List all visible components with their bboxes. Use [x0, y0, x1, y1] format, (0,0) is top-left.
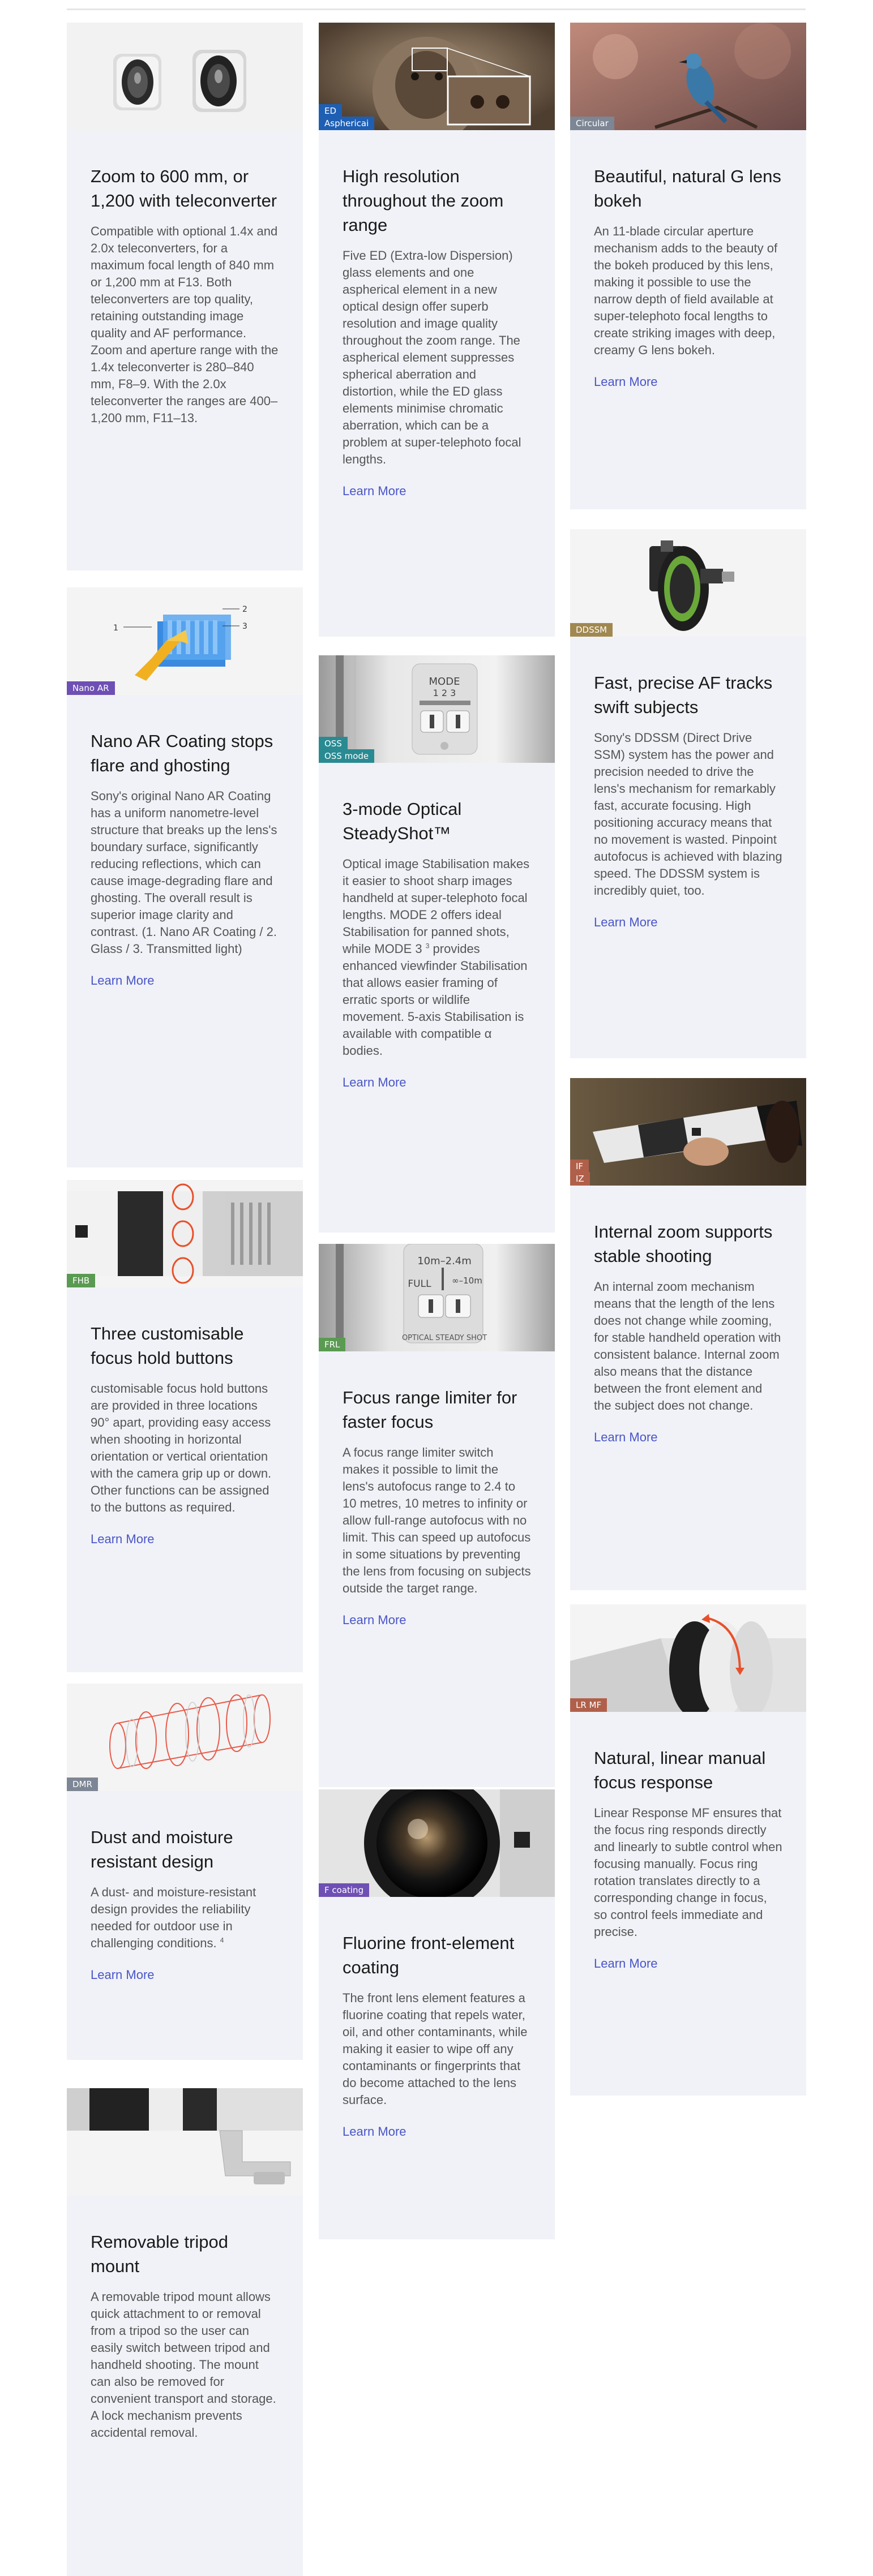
card-optical-steadyshot [319, 655, 555, 1233]
card-bokeh [570, 23, 806, 509]
badge-f-coating: F coating [319, 1883, 369, 1897]
card-description: Compatible with optional 1.4x and 2.0x teleconverters, for a maximum focal length of 840 mm or 1,200 mm at F13. Both teleconverters are top quality, retaining outstanding image quality and AF performance. Zoom and aperture range with the 1.4x teleconverter is 280–840 mm, F8–9. With the 2.0x teleconverter the ranges are 400–1,200 mm, F11–13. [91, 224, 279, 425]
card-description: Linear Response MF ensures that the focus ring responds directly and linearly to subtle control when focusing manually. Focus ring rotation translates directly to a corresponding change in focus, so control feels immediate and precise. [594, 1806, 782, 1939]
card-description: Optical image Stabilisation makes it easier to shoot sharp images handheld at super-telephoto focal lengths. MODE 2 offers ideal Stabilisation for panned shots, while MODE 3 $^3$ provides enhanced viewfinder Stabilisation that allows easier framing of erratic sports or wildlife movement. 5-axis Stabilisation is available with compatible α bodies. [343, 857, 530, 1058]
card-title: Fast, precise AF tracks swift subjects [594, 673, 773, 717]
card-description: Sony's original Nano AR Coating has a uniform nanometre-level structure that breaks up the lens's boundary surface, significantly reducing reflections, which can cause image-degrading flare and ghosting. The overall result is superior image clarity and contrast. (1. Nano AR Coating / 2. Glass / 3. Transmitted light) [91, 789, 277, 956]
range-label-full: FULL [408, 1278, 431, 1290]
footnote-ref: 3 [425, 942, 430, 950]
nano-ar-diagram [67, 587, 303, 695]
learn-more-link[interactable]: Learn More [91, 973, 155, 988]
card-description: Sony's DDSSM (Direct Drive SSM) system has the power and precision needed to drive the lens's mechanism for remarkably fast, accurate focusing. High positioning accuracy means that no movement is wasted. Pinpoint autofocus is achieved with blazing speed. The DDSSM system is incredibly quiet, too. [594, 731, 782, 898]
oss-switch-image [319, 655, 555, 763]
badge-frl: FRL [319, 1338, 345, 1351]
learn-more-link[interactable]: Learn More [594, 375, 658, 389]
card-title: Focus range limiter for faster focus [343, 1388, 517, 1432]
card-description: A dust- and moisture-resistant design provides the reliability needed for outdoor use in challenging conditions. $^4$ [91, 1885, 256, 1950]
learn-more-link[interactable]: Learn More [343, 1613, 406, 1627]
learn-more-link[interactable]: Learn More [594, 915, 658, 929]
card-description: customisable focus hold buttons are provided in three locations 90° apart, providing easy access when shooting in horizontal orientation or vertical orientation with the camera grip up or down. Other functions can be assigned to the buttons as required. [91, 1381, 272, 1514]
card-description: Five ED (Extra-low Dispersion) glass elements and one aspherical element in a new optical design offer superb resolution and image quality throughout the zoom range. The aspherical element suppresses spherical aberration and distortion, while the ED glass elements minimise chromatic aberration, which can be a problem at super-telephoto focal lengths. [343, 248, 521, 466]
card-title: Zoom to 600 mm, or 1,200 with teleconverter [91, 166, 277, 211]
card-title: Natural, linear manual focus response [594, 1748, 766, 1792]
card-fluorine-coating [319, 1789, 555, 2239]
card-title: 3-mode Optical SteadyShot™ [343, 799, 462, 843]
card-title: Internal zoom supports stable shooting [594, 1222, 773, 1266]
teleconverter-image [67, 23, 303, 130]
monkey-zoom-image [319, 23, 555, 130]
badge-fhb: FHB [67, 1274, 95, 1287]
card-teleconverter [67, 23, 303, 570]
card-title: Nano AR Coating stops flare and ghosting [91, 731, 273, 775]
focus-hold-image [67, 1180, 303, 1287]
learn-more-link[interactable]: Learn More [343, 2124, 406, 2139]
card-title: Beautiful, natural G lens bokeh [594, 166, 781, 211]
card-description: An internal zoom mechanism means that the length of the lens does not change while zooming, for stable handheld operation with consistent balance. Internal zoom also means that the distance between the front element and the subject does not change. [594, 1280, 781, 1412]
card-title: Dust and moisture resistant design [91, 1827, 233, 1871]
diagram-label-3: 3 [242, 622, 247, 631]
badge-lr-mf: LR MF [570, 1698, 607, 1712]
card-title: High resolution throughout the zoom range [343, 166, 504, 235]
badge-if: IF [570, 1160, 589, 1173]
card-description: The front lens element features a fluorine coating that repels water, oil, and other contaminants, while making it easier to wipe off any contaminants or fingerprints that do become attached to the lens surface. [343, 1991, 528, 2107]
diagram-label-1: 1 [113, 624, 118, 633]
diagram-label-2: 2 [242, 605, 247, 614]
learn-more-link[interactable]: Learn More [343, 484, 406, 498]
card-ddssm [570, 529, 806, 1058]
front-element-image [319, 1789, 555, 1897]
tripod-mount-image [67, 2088, 303, 2196]
badge-iz: IZ [570, 1172, 590, 1186]
top-divider [67, 8, 806, 10]
bird-bokeh-image [570, 23, 806, 130]
learn-more-link[interactable]: Learn More [91, 1968, 155, 1982]
card-internal-zoom [570, 1078, 806, 1590]
badge-ddssm: DDSSM [570, 623, 613, 637]
oss-mode-positions: 1 2 3 [433, 688, 456, 698]
oss-mode-label: MODE [429, 676, 460, 688]
card-focus-hold [67, 1180, 303, 1672]
card-title: Removable tripod mount [91, 2232, 228, 2276]
badge-aspherical: Asphericai [319, 117, 374, 130]
card-title: Three customisable focus hold buttons [91, 1324, 244, 1368]
card-high-resolution [319, 23, 555, 637]
range-label-inf: ∞–10m [452, 1276, 482, 1286]
range-label-top: 10m–2.4m [417, 1255, 472, 1267]
linear-mf-image [570, 1604, 806, 1712]
learn-more-link[interactable]: Learn More [594, 1956, 658, 1970]
card-tripod-mount [67, 2088, 303, 2576]
focus-range-switch-image [319, 1244, 555, 1351]
card-dust-moisture [67, 1684, 303, 2060]
card-description: A focus range limiter switch makes it possible to limit the lens's autofocus range to 2.4 to 10 metres, 10 metres to infinity or allow full-range autofocus with no limit. This can speed up autofocus in some situations by preventing the lens from focusing on subjects outside the target range. [343, 1445, 531, 1595]
badge-oss-mode: OSS mode [319, 749, 374, 763]
card-nano-ar [67, 587, 303, 1167]
ddssm-motor-image [570, 529, 806, 637]
card-linear-mf [570, 1604, 806, 2096]
card-title: Fluorine front-element coating [343, 1933, 515, 1977]
footnote-ref: 4 [220, 1936, 224, 1944]
oss-switch-label: OPTICAL STEADY SHOT [401, 1334, 487, 1342]
card-focus-range-limiter [319, 1244, 555, 1787]
card-description: An 11-blade circular aperture mechanism adds to the beauty of the bokeh produced by this lens, making it possible to use the narrow depth of field available at super-telephoto focal lengths to create striking images with deep, creamy G lens bokeh. [594, 224, 778, 357]
learn-more-link[interactable]: Learn More [91, 1532, 155, 1546]
badge-nano-ar: Nano AR [67, 681, 115, 695]
internal-zoom-image [570, 1078, 806, 1186]
badge-dmr: DMR [67, 1778, 98, 1791]
badge-ed: ED [319, 104, 342, 118]
card-description: A removable tripod mount allows quick attachment to or removal from a tripod so the user can easily switch between tripod and handheld shooting. The mount can also be removed for convenient transport and storage. A lock mechanism prevents accidental removal. [91, 2290, 276, 2440]
badge-circular: Circular [570, 117, 614, 130]
dmr-diagram [67, 1684, 303, 1791]
learn-more-link[interactable]: Learn More [594, 1430, 658, 1444]
learn-more-link[interactable]: Learn More [343, 1075, 406, 1089]
badge-oss: OSS [319, 737, 348, 750]
